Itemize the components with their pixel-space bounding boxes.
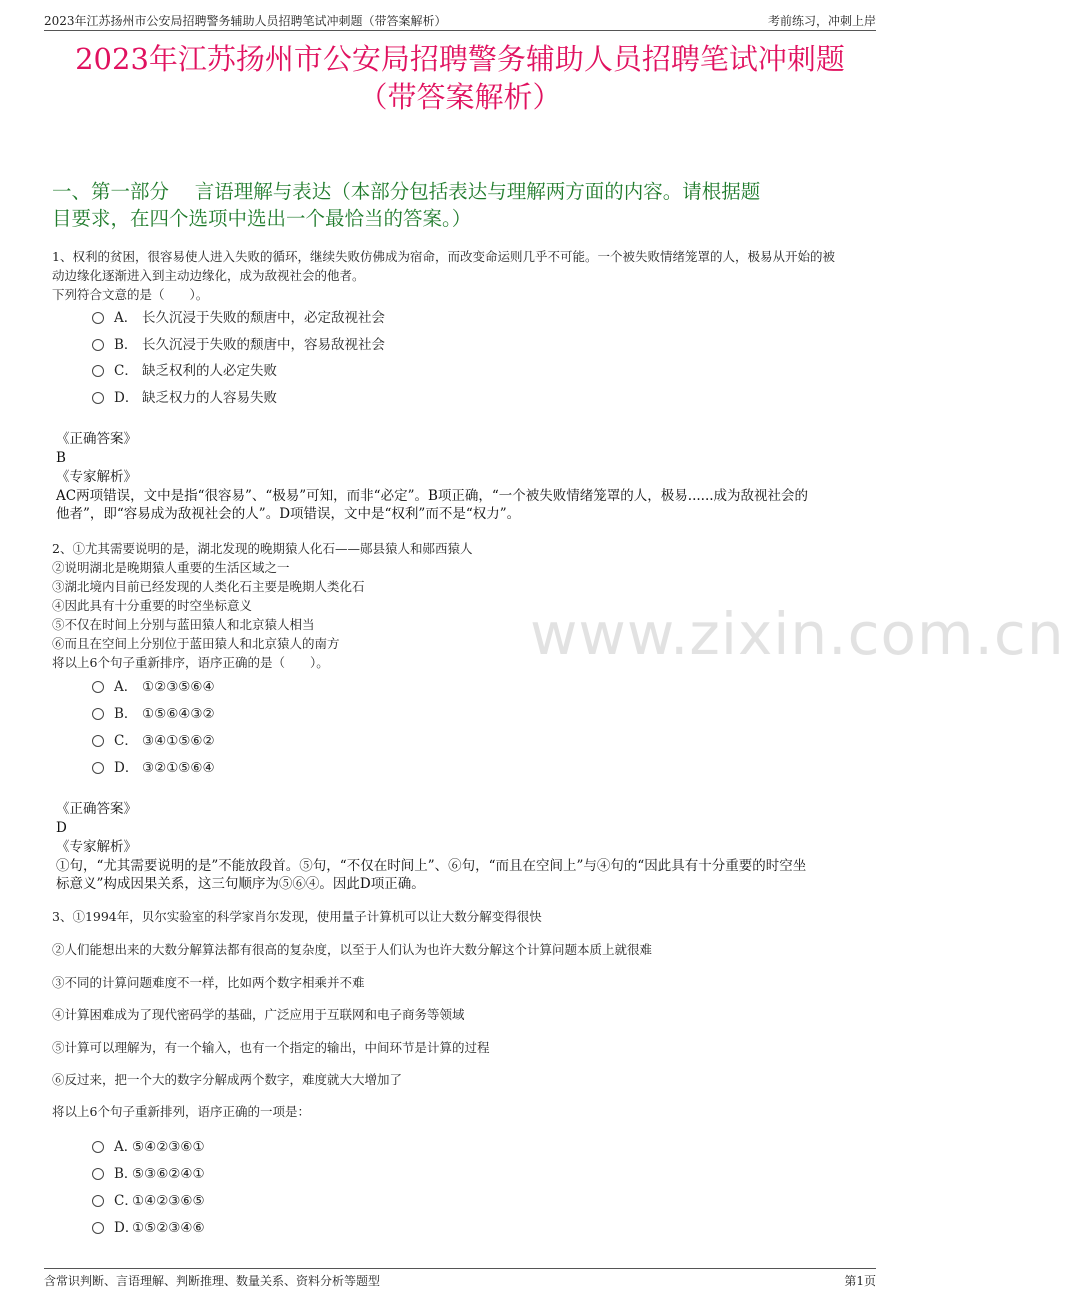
- analysis-line: 他者”，即“容易成为敌视社会的人”。D项错误，文中是“权利”而不是“权力”。: [56, 506, 521, 522]
- question-3-stem-line-4: ④计算困难成为了现代密码学的基础，广泛应用于互联网和电子商务等领域: [52, 1007, 465, 1022]
- document-title: [0, 40, 920, 116]
- option-text: ③②①⑤⑥④: [142, 760, 215, 776]
- radio-icon[interactable]: [92, 1222, 104, 1234]
- option-letter: B．: [114, 337, 138, 353]
- option-letter: B．: [114, 1166, 138, 1182]
- option-letter: D．: [114, 760, 139, 776]
- question-1-option-b[interactable]: [92, 335, 385, 355]
- stem-line: ⑤不仅在时间上分别与蓝田猿人和北京猿人相当: [52, 617, 315, 632]
- option-letter: B．: [114, 706, 138, 722]
- page-number: 第1页: [844, 1274, 876, 1288]
- question-3-stem-line-5: ⑤计算可以理解为，有一个输入，也有一个指定的输出，中间环节是计算的过程: [52, 1040, 490, 1055]
- analysis-line: ①句，“尤其需要说明的是”不能放段首。⑤句，“不仅在时间上”、⑥句，“而且在空间上”与④句的“因此具有十分重要的时空坐: [56, 858, 807, 874]
- option-text: ①⑤②③④⑥: [132, 1220, 205, 1236]
- question-2-stem: [52, 539, 870, 672]
- radio-icon[interactable]: [92, 681, 104, 693]
- analysis-label: 《专家解析》: [56, 469, 137, 485]
- option-text: 缺乏权力的人容易失败: [142, 390, 277, 406]
- radio-icon[interactable]: [92, 339, 104, 351]
- option-text: ③④①⑤⑥②: [142, 733, 215, 749]
- question-1-option-c[interactable]: [92, 361, 277, 381]
- analysis-label: 《专家解析》: [56, 839, 137, 855]
- answer-value: B: [56, 450, 66, 466]
- option-letter: C．: [114, 733, 138, 749]
- radio-icon[interactable]: [92, 392, 104, 404]
- stem-line: ④因此具有十分重要的时空坐标意义: [52, 598, 253, 613]
- question-3-stem-line-7: 将以上6个句子重新排列，语序正确的一项是：: [52, 1104, 310, 1119]
- radio-icon[interactable]: [92, 365, 104, 377]
- radio-icon[interactable]: [92, 708, 104, 720]
- stem-line: 1、权利的贫困，很容易使人进入失败的循环，继续失败仿佛成为宿命，而改变命运则几乎不可能。一个被失败情绪笼罩的人，极易从开始的被: [52, 249, 835, 264]
- option-text: 长久沉浸于失败的颓唐中，必定敌视社会: [142, 310, 385, 326]
- option-letter: C．: [114, 363, 138, 379]
- question-2-option-b[interactable]: [92, 704, 215, 724]
- title-line-2: （带答案解析）: [358, 80, 562, 114]
- answer-value: D: [56, 820, 67, 836]
- question-2-option-a[interactable]: [92, 677, 215, 697]
- analysis-line: AC两项错误，文中是指“很容易”、“极易”可知，而非“必定”。B项正确，“一个被失败情绪笼罩的人，极易......成为敌视社会的: [56, 488, 809, 504]
- answer-label: 《正确答案》: [56, 431, 137, 447]
- stem-line: 动边缘化逐渐进入到主动边缘化，成为敌视社会的他者。: [52, 268, 365, 283]
- option-letter: A．: [114, 679, 138, 695]
- question-1-stem: [52, 247, 870, 304]
- option-text: 长久沉浸于失败的颓唐中，容易敌视社会: [142, 337, 385, 353]
- stem-line: 2、①尤其需要说明的是，湖北发现的晚期猿人化石——郧县猿人和郧西猿人: [52, 541, 473, 556]
- page-header: [44, 10, 876, 31]
- option-text: ①⑤⑥④③②: [142, 706, 215, 722]
- footer-topics: 含常识判断、言语理解、判断推理、数量关系、资料分析等题型: [44, 1274, 381, 1288]
- question-2-answer: [56, 800, 870, 857]
- question-1-option-a[interactable]: [92, 308, 385, 328]
- stem-line: 将以上6个句子重新排序，语序正确的是（ ）。: [52, 655, 329, 670]
- section-heading: [52, 178, 868, 232]
- radio-icon[interactable]: [92, 762, 104, 774]
- option-text: ⑤③⑥②④①: [132, 1166, 205, 1182]
- question-3-option-d[interactable]: [92, 1218, 205, 1238]
- option-text: ⑤④②③⑥①: [132, 1139, 205, 1155]
- question-3-option-c[interactable]: [92, 1191, 205, 1211]
- option-text: ①②③⑤⑥④: [142, 679, 215, 695]
- option-letter: C．: [114, 1193, 138, 1209]
- option-letter: D．: [114, 390, 139, 406]
- question-2-analysis: [56, 857, 870, 893]
- header-slogan: 考前练习，冲刺上岸: [767, 14, 876, 28]
- question-1-analysis: [56, 487, 870, 523]
- question-2-option-c[interactable]: [92, 731, 215, 751]
- stem-line: 下列符合文意的是（ ）。: [52, 287, 209, 302]
- radio-icon[interactable]: [92, 1195, 104, 1207]
- question-2-option-d[interactable]: [92, 758, 215, 778]
- question-3-stem-line-6: ⑥反过来，把一个大的数字分解成两个数字，难度就大大增加了: [52, 1072, 403, 1087]
- stem-line: ③湖北境内目前已经发现的人类化石主要是晚期人类化石: [52, 579, 365, 594]
- radio-icon[interactable]: [92, 1141, 104, 1153]
- question-1-option-d[interactable]: [92, 388, 277, 408]
- radio-icon[interactable]: [92, 735, 104, 747]
- answer-label: 《正确答案》: [56, 801, 137, 817]
- question-3-stem-line-2: ②人们能想出来的大数分解算法都有很高的复杂度，以至于人们认为也许大数分解这个计算问题本质上就很难: [52, 942, 653, 957]
- question-3-option-b[interactable]: [92, 1164, 205, 1184]
- option-letter: A．: [114, 1139, 138, 1155]
- section-heading-line-1: 一、第一部分 言语理解与表达（本部分包括表达与理解两方面的内容。请根据题: [52, 180, 761, 203]
- option-letter: A．: [114, 310, 138, 326]
- radio-icon[interactable]: [92, 312, 104, 324]
- section-heading-line-2: 目要求，在四个选项中选出一个最恰当的答案。）: [52, 207, 472, 230]
- stem-line: ⑥而且在空间上分别位于蓝田猿人和北京猿人的南方: [52, 636, 340, 651]
- question-3-stem-line-3: ③不同的计算问题难度不一样，比如两个数字相乘并不难: [52, 975, 365, 990]
- page-footer: [44, 1268, 876, 1289]
- option-text: ①④②③⑥⑤: [132, 1193, 205, 1209]
- option-letter: D．: [114, 1220, 139, 1236]
- option-text: 缺乏权利的人必定失败: [142, 363, 277, 379]
- title-line-1: 2023年江苏扬州市公安局招聘警务辅助人员招聘笔试冲刺题: [75, 42, 845, 76]
- analysis-line: 标意义”构成因果关系，这三句顺序为⑤⑥④。因此D项正确。: [56, 876, 425, 892]
- stem-line: ②说明湖北是晚期猿人重要的生活区域之一: [52, 560, 290, 575]
- header-document-title: 2023年江苏扬州市公安局招聘警务辅助人员招聘笔试冲刺题（带答案解析）: [44, 14, 447, 28]
- watermark: www.zixin.com.cn: [530, 600, 1065, 668]
- radio-icon[interactable]: [92, 1168, 104, 1180]
- question-3-option-a[interactable]: [92, 1137, 205, 1157]
- question-3-stem-line-1: 3、①1994年，贝尔实验室的科学家肖尔发现，使用量子计算机可以让大数分解变得很快: [52, 909, 542, 924]
- question-1-answer: [56, 430, 870, 487]
